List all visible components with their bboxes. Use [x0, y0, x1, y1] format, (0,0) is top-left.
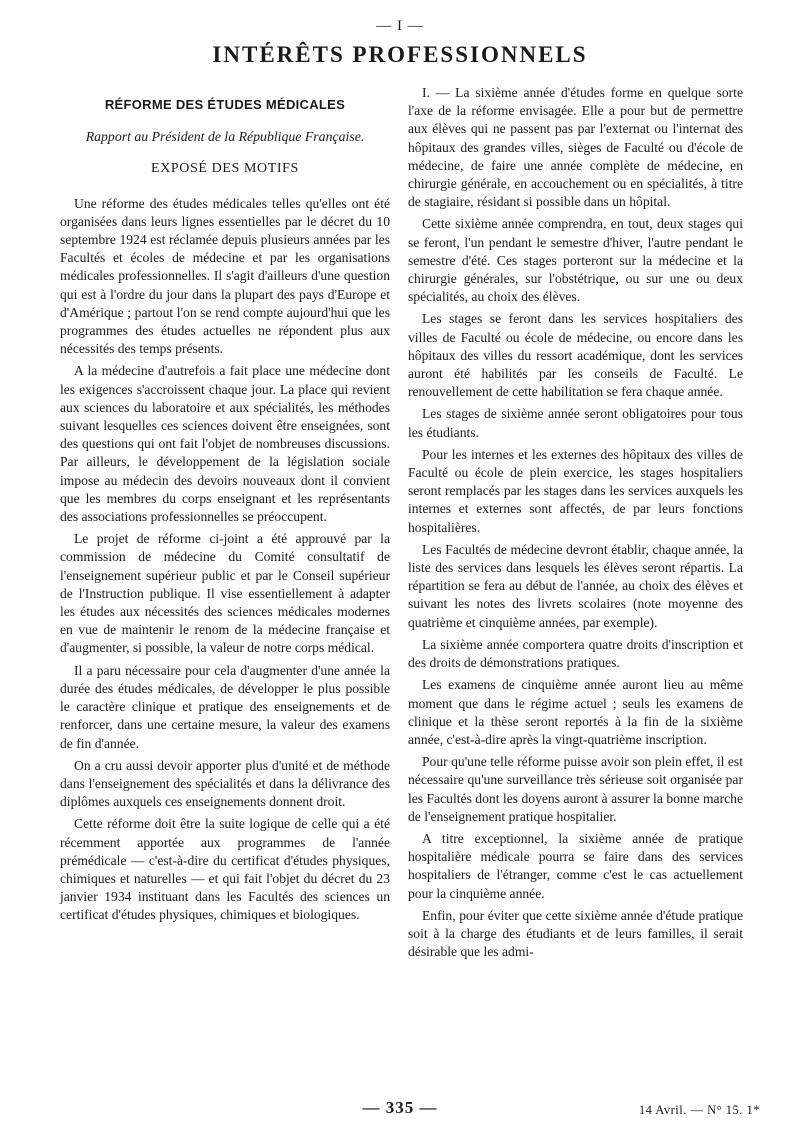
page-number: — 335 —	[362, 1098, 438, 1117]
right-column	[408, 84, 743, 965]
paragraph: A la médecine d'autrefois a fait place une médecine dont les exigences s'accroissent chaque jour. La place qui revient aux sciences du laboratoire et aux spécialités, les méthodes suivant lesquelles ces sciences doivent être enseignées, sont des questions qui ont fait l'objet de nombreuses discussions. Par ailleurs, le développement de la législation sociale impose au médecin des devoirs nouveaux dont il convient que les membres du corps enseignant et les représentants des associations professionnelles se préoccupent.	[60, 363, 390, 525]
left-column	[60, 84, 390, 929]
paragraph: La sixième année comportera quatre droits d'inscription et des droits de démonstrations pratiques.	[408, 636, 743, 671]
paragraph: Il a paru nécessaire pour cela d'augmenter d'une année la durée des études médicales, de développer le plus possible le caractère clinique et pratique des enseignements et de renforcer, dans une certaine mesure, la valeur des examens de fin d'année.	[60, 662, 390, 751]
paragraph: Enfin, pour éviter que cette sixième année d'étude pratique soit à la charge des étudiants et de leurs familles, il serait désirable que les admi-	[408, 907, 743, 960]
issue-date: 14 Avril. — N° 15. 1*	[638, 1103, 760, 1117]
paragraph: Pour qu'une telle réforme puisse avoir son plein effet, il est nécessaire qu'une surveillance très sérieuse soit organisée par les Facultés dont les doyens auront à assurer la bonne marche de l'enseignement pratique hospitalier.	[408, 754, 743, 824]
paragraph: Les Facultés de médecine devront établir, chaque année, la liste des services dans lesquels les élèves seront répartis. La répartition se fera au début de l'année, au choix des élèves et suivant les notes des livrets scolaires (note moyenne des quatrième et cinquième années, par exemple).	[408, 541, 743, 630]
article-title: RÉFORME DES ÉTUDES MÉDICALES	[104, 97, 346, 112]
article-subtitle: Rapport au Président de la République Française.	[85, 129, 365, 145]
paragraph: I. — La sixième année d'études forme en quelque sorte l'axe de la réforme envisagée. Elle a pour but de permettre aux élèves qui ne passent pas par l'externat ou l'internat des hôpitaux des grandes villes, sièges de Faculté ou d'école de médecine, de faire une année complète de médecine, en chirurgie générale, en accouchement ou en spécialités, à titre de stagiaire, résidant si possible dans un hôpital.	[408, 85, 743, 210]
paragraph: Une réforme des études médicales telles qu'elles ont été organisées dans leurs lignes essentielles par le décret du 10 septembre 1924 est réclamée depuis plusieurs années par les Facultés et écoles de médecine et par les organisations médicales professionnelles. Il s'agit d'ailleurs d'une question qui est à l'ordre du jour dans la plupart des pays d'Europe et d'Amérique ; partout l'on se rend compte aujourd'hui que les programmes des études actuelles ne répondent plus aux nécessités des temps présents.	[60, 195, 390, 357]
page-folio: — I —	[376, 18, 424, 34]
paragraph: Les stages de sixième année seront obligatoires pour tous les étudiants.	[408, 406, 743, 440]
section-heading: EXPOSÉ DES MOTIFS	[151, 161, 299, 177]
paragraph: Le projet de réforme ci-joint a été approuvé par la commission de médecine du Comité consultatif de l'enseignement supérieur public et par le Conseil supérieur de l'Instruction publique. Il vise essentiellement à adapter les études aux nécessités des sciences médicales modernes en vue de maintenir le renom de la médecine française et d'augmenter, si possible, la valeur de notre corps médical.	[60, 531, 390, 656]
paragraph: Cette sixième année comprendra, en tout, deux stages qui se feront, l'un pendant le semestre d'hiver, l'autre pendant le semestre d'été. Ces stages porteront sur la médecine et la chirurgie générales, sur l'obstétrique, ou sur une ou deux spécialités, au choix des élèves.	[408, 216, 743, 305]
paragraph: Les stages se feront dans les services hospitaliers des villes de Faculté ou école de médecine, ou encore dans les hôpitaux des villes du ressort académique, dont les services auront été habilités par les conseils de Faculté. Le renouvellement de cette habilitation se fera chaque année.	[408, 311, 743, 400]
paragraph: On a cru aussi devoir apporter plus d'unité et de méthode dans l'enseignement des spécialités et dans la délivrance des diplômes auxquels ces enseignements donnent droit.	[60, 757, 390, 810]
paragraph: A titre exceptionnel, la sixième année de pratique hospitalière médicale pourra se faire dans des services hospitaliers de l'étranger, comme c'est le cas actuellement pour la cinquième année.	[408, 830, 743, 901]
section-title: INTÉRÊTS PROFESSIONNELS	[212, 42, 588, 67]
paragraph: Les examens de cinquième année auront lieu au même moment que dans le régime actuel ; seuls les examens de clinique et la thèse seront reportés à la fin de la sixième année, c'est-à-dire après la vingt-quatrième inscription.	[408, 677, 743, 747]
paragraph: Pour les internes et les externes des hôpitaux des villes de Faculté ou école de plein exercice, les stages hospitaliers seront remplacés par les stages dans les services auxquels les internes et externes sont affectés, de par leurs fonctions hospitalières.	[408, 446, 743, 535]
paragraph: Cette réforme doit être la suite logique de celle qui a été récemment apportée aux programmes de l'année prémédicale — c'est-à-dire du certificat d'études physiques, chimiques et naturelles — et qui fait l'objet du décret du 23 janvier 1934 instituant dans les Facultés des sciences un certificat d'études physiques, chimiques et biologiques.	[60, 816, 390, 923]
